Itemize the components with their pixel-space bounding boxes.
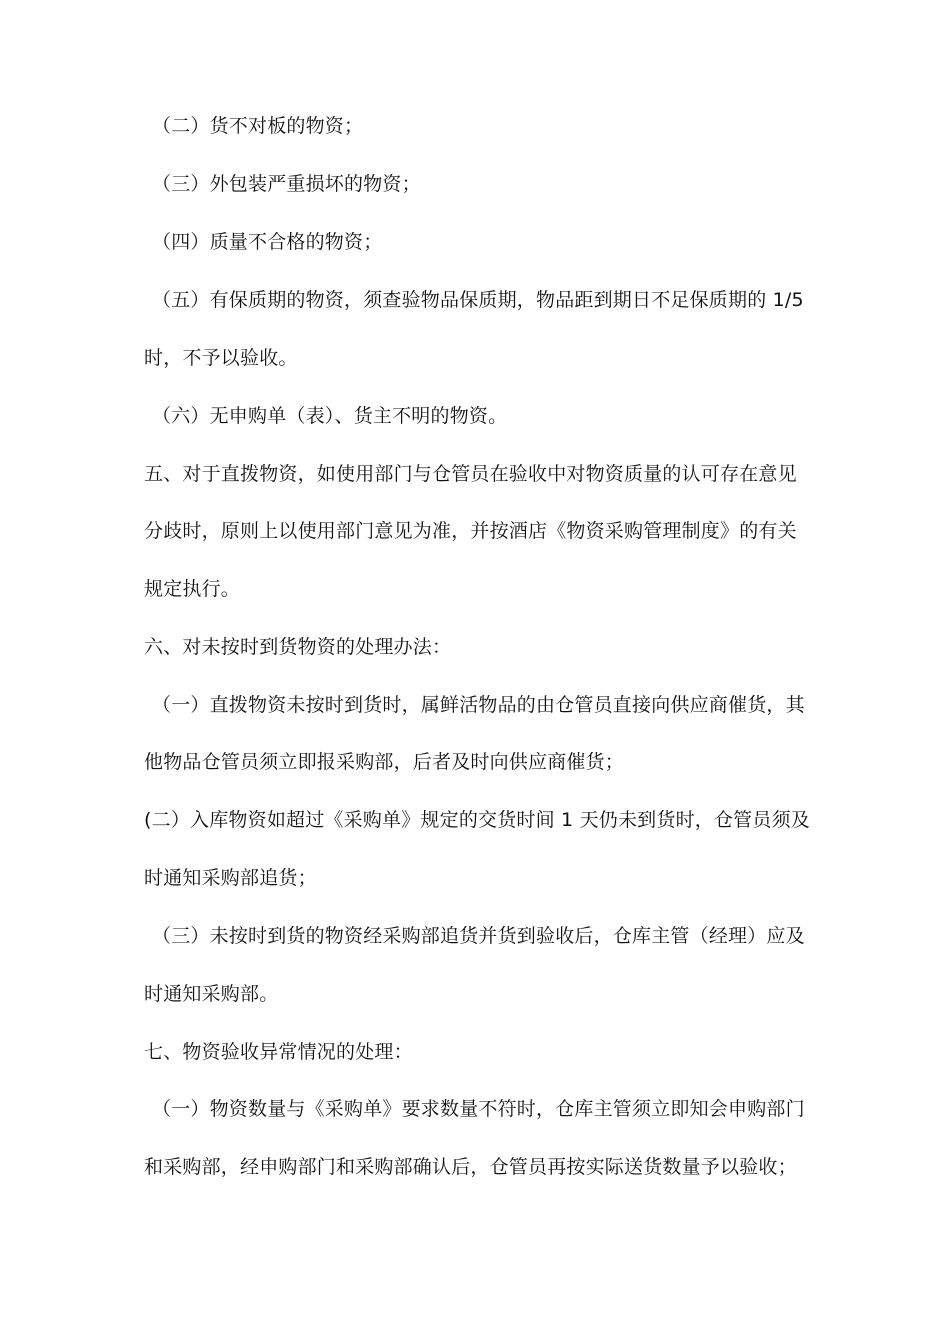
text-line: （一）物资数量与《采购单》要求数量不符时，仓库主管须立即知会申购部门 [152,1098,805,1120]
text-line: 时通知采购部追货； [144,867,317,889]
text-line: （五）有保质期的物资，须查验物品保质期，物品距到期日不足保质期的 1/5 [152,289,804,311]
text-line: （六）无申购单（表）、货主不明的物资。 [152,405,508,427]
text-line: (二）入库物资如超过《采购单》规定的交货时间 1 天仍未到货时，仓管员须及 [144,809,810,831]
text-line: 七、物资验收异常情况的处理： [144,1041,413,1063]
text-line: （四）质量不合格的物资； [152,231,383,253]
text-line: （一）直拨物资未按时到货时，属鲜活物品的由仓管员直接向供应商催货，其 [152,694,805,716]
text-line: 六、对未按时到货物资的处理办法： [144,636,452,658]
text-line: 规定执行。 [144,578,241,600]
text-line: 时，不予以验收。 [144,347,298,369]
text-line: 和采购部，经申购部门和采购部确认后，仓管员再按实际送货数量予以验收； [144,1156,797,1178]
text-line: 分歧时，原则上以使用部门意见为准，并按酒店《物资采购管理制度》的有关 [144,520,797,542]
text-line: （二）货不对板的物资； [152,115,364,137]
text-line: 五、对于直拨物资，如使用部门与仓管员在验收中对物资质量的认可存在意见 [144,463,797,485]
text-line: 时通知采购部。 [144,983,279,1005]
text-line: （三）外包装严重损坏的物资； [152,173,421,195]
text-line: （三）未按时到货的物资经采购部追货并货到验收后，仓库主管（经理）应及 [152,925,805,947]
text-line: 他物品仓管员须立即报采购部，后者及时向供应商催货； [144,751,625,773]
